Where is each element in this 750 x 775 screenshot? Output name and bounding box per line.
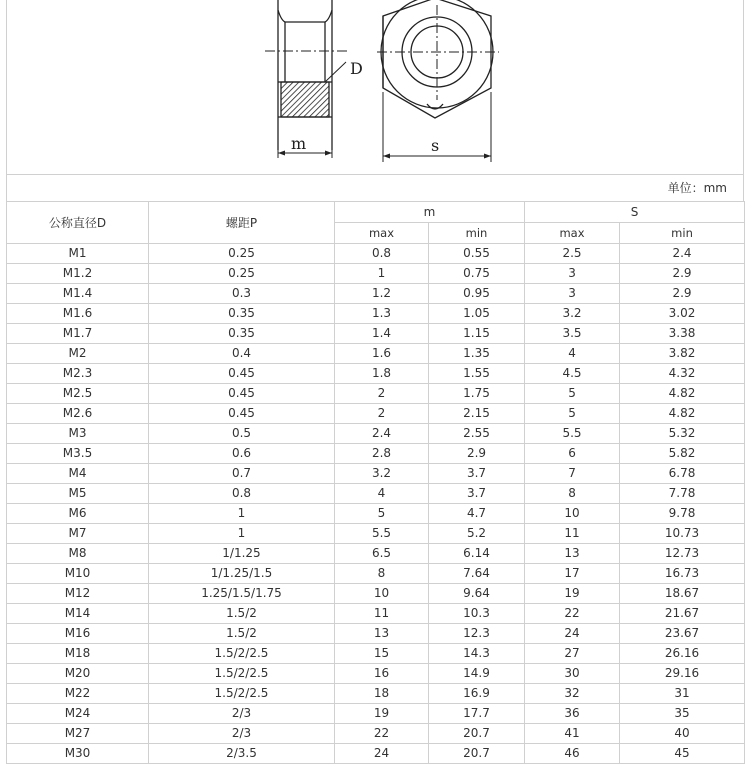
- cell-s-max: 3.5: [525, 324, 620, 344]
- cell-diameter: M14: [7, 604, 149, 624]
- nut-spec-table: [6, 201, 745, 764]
- table-row: [7, 444, 745, 464]
- cell-pitch: 0.45: [149, 404, 335, 424]
- cell-s-min: 5.32: [620, 424, 745, 444]
- cell-m-min: 0.75: [429, 264, 525, 284]
- cell-diameter: M3: [7, 424, 149, 444]
- table-row: [7, 324, 745, 344]
- cell-pitch: 0.25: [149, 244, 335, 264]
- cell-m-max: 1.6: [335, 344, 429, 364]
- cell-s-max: 30: [525, 664, 620, 684]
- cell-s-max: 22: [525, 604, 620, 624]
- cell-diameter: M20: [7, 664, 149, 684]
- header-pitch: 螺距P: [149, 202, 335, 244]
- cell-pitch: 0.8: [149, 484, 335, 504]
- cell-s-min: 35: [620, 704, 745, 724]
- table-row: [7, 584, 745, 604]
- cell-s-min: 29.16: [620, 664, 745, 684]
- cell-s-max: 10: [525, 504, 620, 524]
- header-m-min: min: [429, 223, 525, 244]
- cell-diameter: M4: [7, 464, 149, 484]
- cell-m-max: 3.2: [335, 464, 429, 484]
- cell-diameter: M27: [7, 724, 149, 744]
- cell-pitch: 1/1.25: [149, 544, 335, 564]
- cell-pitch: 0.35: [149, 304, 335, 324]
- cell-s-max: 17: [525, 564, 620, 584]
- cell-pitch: 0.7: [149, 464, 335, 484]
- cell-m-min: 6.14: [429, 544, 525, 564]
- cell-m-min: 5.2: [429, 524, 525, 544]
- cell-pitch: 0.5: [149, 424, 335, 444]
- cell-m-min: 2.55: [429, 424, 525, 444]
- cell-pitch: 0.4: [149, 344, 335, 364]
- cell-s-max: 36: [525, 704, 620, 724]
- cell-s-max: 3.2: [525, 304, 620, 324]
- cell-m-min: 0.95: [429, 284, 525, 304]
- header-s: S: [525, 202, 745, 223]
- cell-s-min: 16.73: [620, 564, 745, 584]
- cell-pitch: 0.25: [149, 264, 335, 284]
- table-row: [7, 664, 745, 684]
- cell-diameter: M24: [7, 704, 149, 724]
- cell-m-min: 17.7: [429, 704, 525, 724]
- cell-s-min: 18.67: [620, 584, 745, 604]
- cell-m-max: 0.8: [335, 244, 429, 264]
- cell-s-max: 32: [525, 684, 620, 704]
- cell-s-min: 3.02: [620, 304, 745, 324]
- cell-pitch: 0.35: [149, 324, 335, 344]
- cell-m-min: 1.55: [429, 364, 525, 384]
- cell-s-min: 4.82: [620, 384, 745, 404]
- cell-m-max: 1.2: [335, 284, 429, 304]
- cell-pitch: 1/1.25/1.5: [149, 564, 335, 584]
- cell-m-max: 22: [335, 724, 429, 744]
- cell-m-min: 14.9: [429, 664, 525, 684]
- table-row: [7, 404, 745, 424]
- cell-m-max: 2.8: [335, 444, 429, 464]
- cell-diameter: M8: [7, 544, 149, 564]
- cell-s-max: 41: [525, 724, 620, 744]
- cell-s-max: 5.5: [525, 424, 620, 444]
- cell-pitch: 1.5/2/2.5: [149, 644, 335, 664]
- cell-s-min: 4.82: [620, 404, 745, 424]
- table-header-row: [7, 202, 745, 223]
- table-row: [7, 704, 745, 724]
- cell-m-max: 2: [335, 404, 429, 424]
- cell-s-max: 19: [525, 584, 620, 604]
- cell-diameter: M3.5: [7, 444, 149, 464]
- cell-m-max: 1.8: [335, 364, 429, 384]
- cell-m-max: 5.5: [335, 524, 429, 544]
- cell-m-max: 4: [335, 484, 429, 504]
- cell-m-max: 13: [335, 624, 429, 644]
- cell-s-min: 3.82: [620, 344, 745, 364]
- cell-m-max: 24: [335, 744, 429, 764]
- cell-s-max: 11: [525, 524, 620, 544]
- cell-pitch: 2/3: [149, 704, 335, 724]
- cell-s-min: 10.73: [620, 524, 745, 544]
- cell-s-min: 45: [620, 744, 745, 764]
- cell-m-max: 16: [335, 664, 429, 684]
- cell-s-max: 4: [525, 344, 620, 364]
- unit-label: 单位：mm: [667, 181, 727, 195]
- cell-m-max: 2: [335, 384, 429, 404]
- cell-diameter: M2: [7, 344, 149, 364]
- cell-s-min: 31: [620, 684, 745, 704]
- cell-s-min: 40: [620, 724, 745, 744]
- cell-s-max: 2.5: [525, 244, 620, 264]
- table-row: [7, 304, 745, 324]
- cell-s-min: 5.82: [620, 444, 745, 464]
- cell-diameter: M6: [7, 504, 149, 524]
- cell-pitch: 0.6: [149, 444, 335, 464]
- table-row: [7, 244, 745, 264]
- table-row: [7, 464, 745, 484]
- header-m: m: [335, 202, 525, 223]
- table-row: [7, 604, 745, 624]
- cell-s-min: 26.16: [620, 644, 745, 664]
- table-row: [7, 384, 745, 404]
- table-body: [7, 244, 745, 764]
- cell-diameter: M2.3: [7, 364, 149, 384]
- cell-s-min: 7.78: [620, 484, 745, 504]
- cell-s-max: 13: [525, 544, 620, 564]
- table-row: [7, 564, 745, 584]
- table-row: [7, 364, 745, 384]
- cell-s-min: 2.9: [620, 284, 745, 304]
- cell-s-min: 2.9: [620, 264, 745, 284]
- label-s: s: [431, 136, 440, 155]
- table-row: [7, 624, 745, 644]
- cell-s-min: 23.67: [620, 624, 745, 644]
- cell-m-min: 2.9: [429, 444, 525, 464]
- table-row: [7, 724, 745, 744]
- table-row: [7, 484, 745, 504]
- cell-m-max: 10: [335, 584, 429, 604]
- cell-pitch: 0.3: [149, 284, 335, 304]
- cell-m-min: 1.35: [429, 344, 525, 364]
- cell-m-max: 6.5: [335, 544, 429, 564]
- cell-s-min: 3.38: [620, 324, 745, 344]
- cell-diameter: M1.6: [7, 304, 149, 324]
- cell-m-min: 16.9: [429, 684, 525, 704]
- cell-s-max: 8: [525, 484, 620, 504]
- cell-m-min: 0.55: [429, 244, 525, 264]
- cell-m-min: 2.15: [429, 404, 525, 424]
- cell-m-min: 14.3: [429, 644, 525, 664]
- cell-s-min: 6.78: [620, 464, 745, 484]
- cell-pitch: 2/3: [149, 724, 335, 744]
- cell-s-max: 27: [525, 644, 620, 664]
- cell-s-min: 12.73: [620, 544, 745, 564]
- cell-s-min: 4.32: [620, 364, 745, 384]
- cell-m-min: 1.05: [429, 304, 525, 324]
- cell-m-min: 3.7: [429, 484, 525, 504]
- technical-drawing: [6, 0, 744, 175]
- table-row: [7, 544, 745, 564]
- cell-s-min: 2.4: [620, 244, 745, 264]
- cell-pitch: 1.5/2/2.5: [149, 664, 335, 684]
- cell-diameter: M12: [7, 584, 149, 604]
- cell-s-max: 7: [525, 464, 620, 484]
- cell-m-max: 1.4: [335, 324, 429, 344]
- cell-s-max: 3: [525, 284, 620, 304]
- cell-m-min: 3.7: [429, 464, 525, 484]
- cell-pitch: 0.45: [149, 384, 335, 404]
- label-d: D: [350, 59, 363, 78]
- cell-m-min: 10.3: [429, 604, 525, 624]
- cell-pitch: 1: [149, 524, 335, 544]
- cell-diameter: M1.2: [7, 264, 149, 284]
- cell-s-min: 9.78: [620, 504, 745, 524]
- cell-diameter: M2.6: [7, 404, 149, 424]
- cell-diameter: M2.5: [7, 384, 149, 404]
- header-m-max: max: [335, 223, 429, 244]
- cell-diameter: M1.7: [7, 324, 149, 344]
- header-diameter: 公称直径D: [7, 202, 149, 244]
- cell-pitch: 1.5/2: [149, 624, 335, 644]
- table-row: [7, 524, 745, 544]
- cell-m-min: 9.64: [429, 584, 525, 604]
- cell-s-max: 5: [525, 404, 620, 424]
- cell-s-max: 24: [525, 624, 620, 644]
- cell-diameter: M22: [7, 684, 149, 704]
- cell-pitch: 0.45: [149, 364, 335, 384]
- cell-m-min: 20.7: [429, 724, 525, 744]
- table-row: [7, 504, 745, 524]
- cell-diameter: M7: [7, 524, 149, 544]
- cell-diameter: M16: [7, 624, 149, 644]
- cell-pitch: 1.5/2: [149, 604, 335, 624]
- cell-m-max: 2.4: [335, 424, 429, 444]
- table-row: [7, 424, 745, 444]
- cell-s-max: 4.5: [525, 364, 620, 384]
- cell-m-max: 19: [335, 704, 429, 724]
- cell-s-max: 3: [525, 264, 620, 284]
- header-s-max: max: [525, 223, 620, 244]
- table-row: [7, 744, 745, 764]
- table-row: [7, 344, 745, 364]
- cell-m-max: 8: [335, 564, 429, 584]
- cell-diameter: M1.4: [7, 284, 149, 304]
- table-row: [7, 644, 745, 664]
- table-row: [7, 684, 745, 704]
- cell-m-min: 1.15: [429, 324, 525, 344]
- cell-diameter: M30: [7, 744, 149, 764]
- cell-m-min: 20.7: [429, 744, 525, 764]
- nut-side-view: [278, 0, 332, 150]
- cell-diameter: M18: [7, 644, 149, 664]
- cell-m-min: 12.3: [429, 624, 525, 644]
- cell-pitch: 1.25/1.5/1.75: [149, 584, 335, 604]
- cell-m-max: 1.3: [335, 304, 429, 324]
- cell-m-max: 15: [335, 644, 429, 664]
- header-s-min: min: [620, 223, 745, 244]
- cell-m-min: 4.7: [429, 504, 525, 524]
- cell-m-max: 1: [335, 264, 429, 284]
- cell-pitch: 1.5/2/2.5: [149, 684, 335, 704]
- cell-pitch: 2/3.5: [149, 744, 335, 764]
- cell-s-max: 5: [525, 384, 620, 404]
- cell-s-min: 21.67: [620, 604, 745, 624]
- unit-bar: [6, 175, 744, 201]
- cell-m-min: 1.75: [429, 384, 525, 404]
- cell-diameter: M5: [7, 484, 149, 504]
- table-row: [7, 264, 745, 284]
- cell-s-max: 6: [525, 444, 620, 464]
- cell-m-min: 7.64: [429, 564, 525, 584]
- cell-m-max: 5: [335, 504, 429, 524]
- cell-m-max: 18: [335, 684, 429, 704]
- hex-nut-drawing: [7, 0, 745, 175]
- cell-m-max: 11: [335, 604, 429, 624]
- cell-diameter: M1: [7, 244, 149, 264]
- cell-pitch: 1: [149, 504, 335, 524]
- label-m: m: [291, 134, 307, 153]
- table-row: [7, 284, 745, 304]
- cell-s-max: 46: [525, 744, 620, 764]
- cell-diameter: M10: [7, 564, 149, 584]
